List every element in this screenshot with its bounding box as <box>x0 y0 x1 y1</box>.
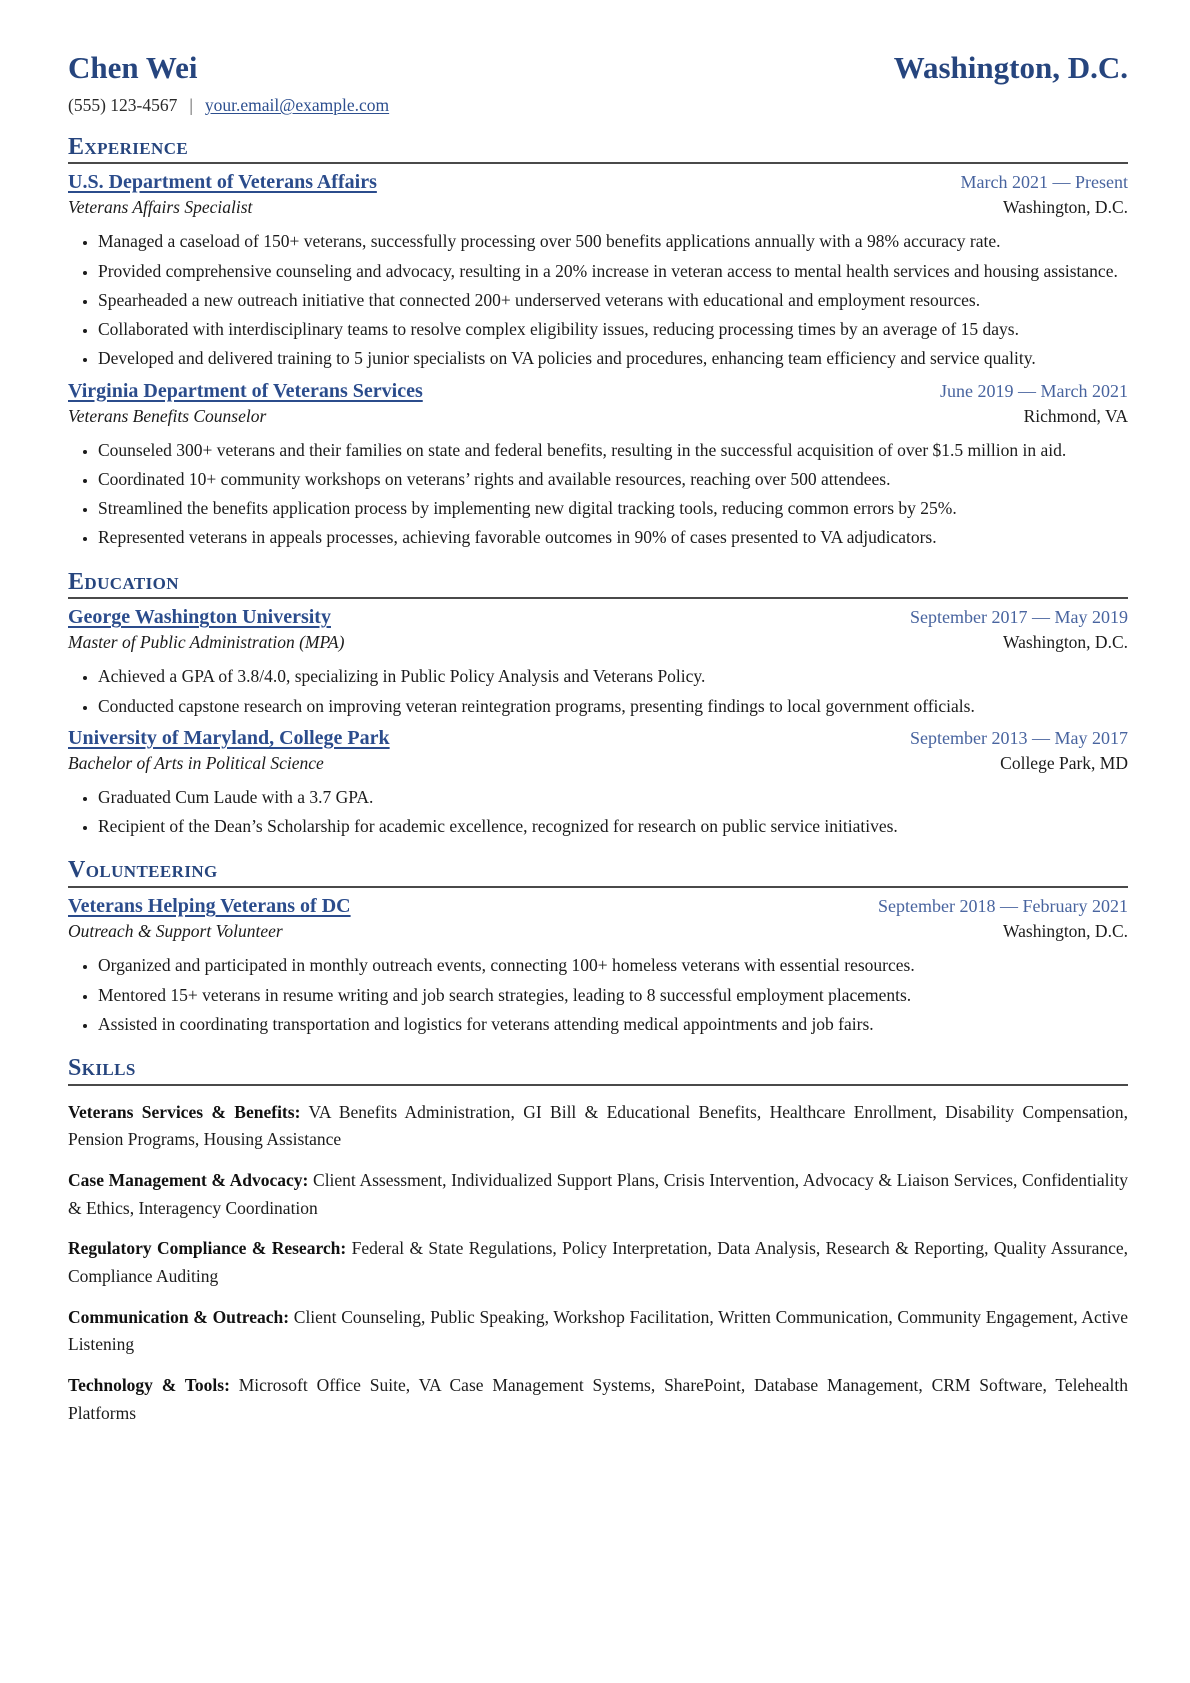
bullet-item: • Spearheaded a new outreach initiative that connected 200+ underserved veterans with educational and employment resources. <box>98 287 1128 313</box>
bullet-item: • Developed and delivered training to 5 junior specialists on VA policies and procedures, enhancing team efficiency and service quality. <box>98 345 1128 371</box>
phone-number: (555) 123-4567 <box>68 94 178 115</box>
bullet-list <box>68 784 1128 840</box>
org-link[interactable]: George Washington University <box>68 606 331 629</box>
bullet-item: • Organized and participated in monthly outreach events, connecting 100+ homeless veterans with essential resources. <box>98 952 1128 978</box>
bullet-item: • Graduated Cum Laude with a 3.7 GPA. <box>98 784 1128 810</box>
skill-group-label: Regulatory Compliance & Research: <box>68 1238 347 1259</box>
contact-row <box>68 95 1128 116</box>
section-rule <box>68 1084 1128 1086</box>
skill-group-text: Federal & State Regulations, Policy Interpretation, Data Analysis, Research & Reporting, Quality Assurance, Compliance Auditing <box>68 1238 1129 1287</box>
section-rule <box>68 162 1128 164</box>
bullet-item: • Recipient of the Dean’s Scholarship for academic excellence, recognized for research on public service initiatives. <box>98 813 1128 839</box>
entry-role: Bachelor of Arts in Political Science <box>68 752 324 773</box>
skill-group-label: Technology & Tools: <box>68 1374 230 1395</box>
org-link[interactable]: Virginia Department of Veterans Services <box>68 379 423 402</box>
entry-role: Veterans Benefits Counselor <box>68 405 267 426</box>
entry-location: Richmond, VA <box>1023 405 1128 426</box>
bullet-item: • Conducted capstone research on improving veteran reintegration programs, presenting findings to local government officials. <box>98 693 1128 719</box>
entry-dates: September 2013 — May 2017 <box>910 727 1128 748</box>
bullet-list <box>68 952 1128 1037</box>
skill-group-text: Client Assessment, Individualized Support Plans, Crisis Intervention, Advocacy & Liaison Services, Confidentiality & Ethics, Interagency Coordination <box>68 1170 1129 1218</box>
header-location: Washington, D.C. <box>893 50 1128 85</box>
bullet-item: • Represented veterans in appeals processes, achieving favorable outcomes in 90% of cases presented to VA adjudicators. <box>98 524 1128 550</box>
entry-location: College Park, MD <box>1000 752 1128 773</box>
person-name: Chen Wei <box>68 50 198 85</box>
section-title-volunteering: Volunteering <box>68 857 218 884</box>
bullet-item: • Mentored 15+ veterans in resume writing and job search strategies, leading to 8 successful employment placements. <box>98 982 1128 1008</box>
education-entry <box>68 727 1128 840</box>
section-rule <box>68 886 1128 888</box>
entry-role: Master of Public Administration (MPA) <box>68 632 345 653</box>
email-link[interactable]: your.email@example.com <box>204 94 390 115</box>
bullet-item: • Collaborated with interdisciplinary teams to resolve complex eligibility issues, reducing processing times by an average of 15 days. <box>98 316 1128 342</box>
volunteering-entry <box>68 895 1128 1037</box>
skill-group <box>68 1372 1128 1427</box>
section-rule <box>68 597 1128 599</box>
entry-dates: September 2017 — May 2019 <box>910 607 1128 628</box>
bullet-item: • Provided comprehensive counseling and advocacy, resulting in a 20% increase in veteran access to mental health services and housing assistance. <box>98 258 1128 284</box>
entry-dates: September 2018 — February 2021 <box>878 896 1128 917</box>
bullet-item: • Managed a caseload of 150+ veterans, successfully processing over 500 benefits applications annually with a 98% accuracy rate. <box>98 228 1128 254</box>
skill-group-label: Case Management & Advocacy: <box>68 1170 309 1191</box>
bullet-item: • Assisted in coordinating transportation and logistics for veterans attending medical appointments and job fairs. <box>98 1011 1128 1037</box>
bullet-item: • Streamlined the benefits application process by implementing new digital tracking tools, reducing common errors by 25%. <box>98 495 1128 521</box>
skill-group-label: Veterans Services & Benefits: <box>68 1101 301 1122</box>
bullet-item: • Counseled 300+ veterans and their families on state and federal benefits, resulting in the successful acquisition of over $1.5 million in aid. <box>98 437 1128 463</box>
section-title-education: Education <box>68 568 179 595</box>
org-link[interactable]: University of Maryland, College Park <box>68 726 390 749</box>
skill-group <box>68 1099 1128 1154</box>
skill-group <box>68 1304 1128 1359</box>
bullet-list <box>68 228 1128 371</box>
section-title-skills: Skills <box>68 1055 136 1082</box>
contact-separator: | <box>189 94 193 115</box>
entry-location: Washington, D.C. <box>1003 632 1128 653</box>
entry-role: Veterans Affairs Specialist <box>68 197 253 218</box>
header-row <box>68 50 1128 86</box>
section-title-experience: Experience <box>68 133 189 160</box>
bullet-list <box>68 663 1128 719</box>
org-link[interactable]: Veterans Helping Veterans of DC <box>68 895 351 918</box>
skill-group-text: Microsoft Office Suite, VA Case Management Systems, SharePoint, Database Management, CRM Software, Telehealth Platforms <box>68 1374 1128 1423</box>
skill-group-text: Client Counseling, Public Speaking, Workshop Facilitation, Written Communication, Community Engagement, Active Listening <box>68 1306 1129 1355</box>
education-entry <box>68 606 1128 719</box>
entry-location: Washington, D.C. <box>1003 921 1128 942</box>
skill-group-label: Communication & Outreach: <box>68 1306 290 1327</box>
experience-entry <box>68 171 1128 371</box>
experience-entry <box>68 380 1128 551</box>
bullet-item: • Achieved a GPA of 3.8/4.0, specializing in Public Policy Analysis and Veterans Policy. <box>98 663 1128 689</box>
entry-role: Outreach & Support Volunteer <box>68 921 283 942</box>
bullet-list <box>68 437 1128 551</box>
org-link[interactable]: U.S. Department of Veterans Affairs <box>68 171 377 194</box>
skill-group-text: VA Benefits Administration, GI Bill & Educational Benefits, Healthcare Enrollment, Disability Compensation, Pension Programs, Housing Assistance <box>68 1101 1128 1150</box>
entry-location: Washington, D.C. <box>1003 197 1128 218</box>
entry-dates: June 2019 — March 2021 <box>940 380 1128 401</box>
skill-group <box>68 1235 1128 1290</box>
skill-group <box>68 1167 1128 1222</box>
entry-dates: March 2021 — Present <box>960 172 1128 193</box>
bullet-item: • Coordinated 10+ community workshops on veterans’ rights and available resources, reaching over 500 attendees. <box>98 466 1128 492</box>
